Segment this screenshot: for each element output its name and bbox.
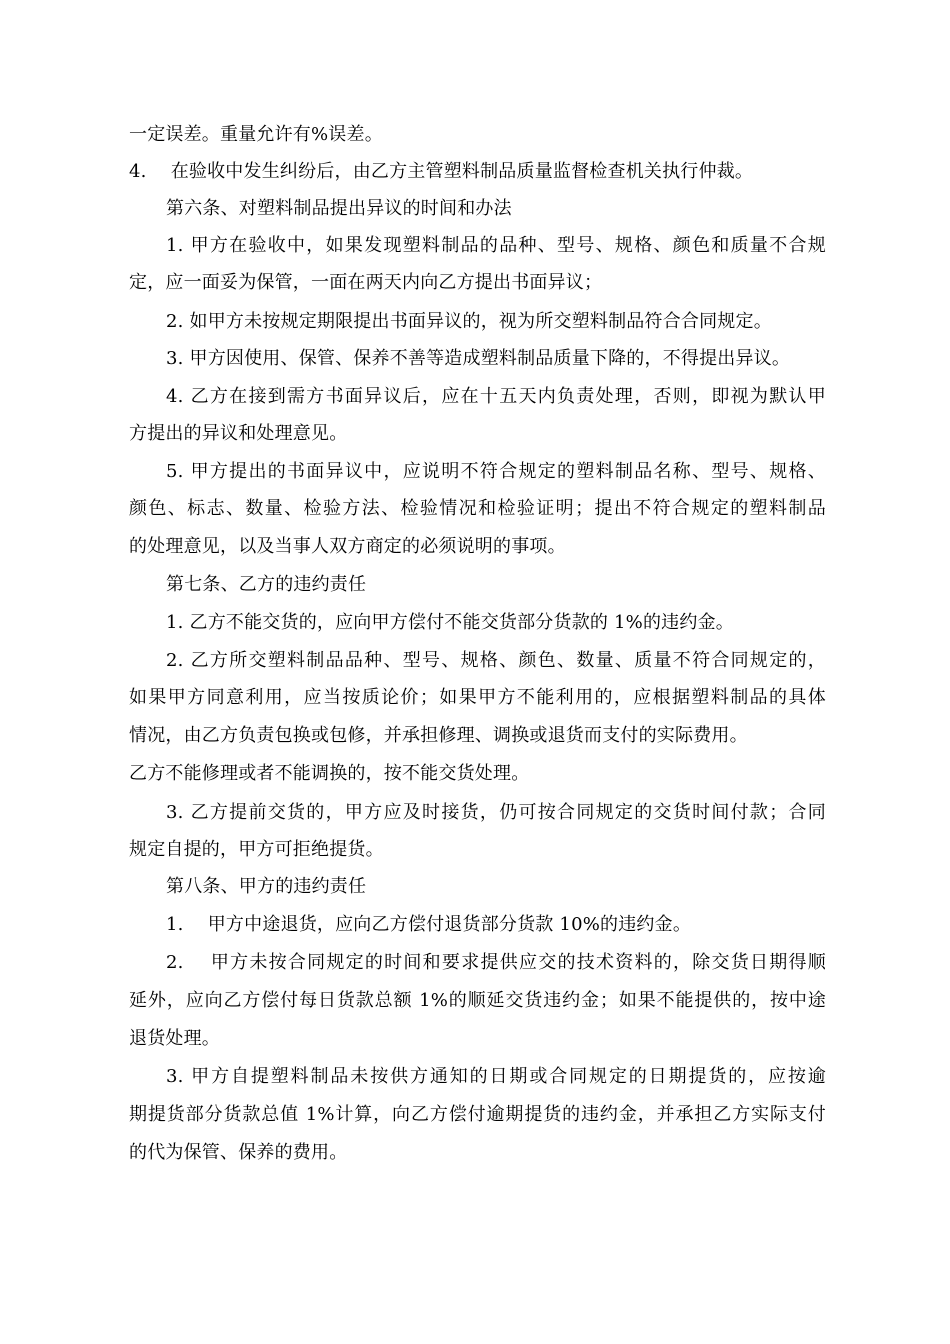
text-line: 方提出的异议和处理意见。 <box>129 423 348 444</box>
section-heading: 第七条、乙方的违约责任 <box>166 574 367 595</box>
text-line: 规定自提的，甲方可拒绝提货。 <box>129 839 384 860</box>
text-line: 2. 乙方所交塑料制品品种、型号、规格、颜色、数量、质量不符合同规定的， <box>166 650 826 671</box>
text-line: 如果甲方同意利用，应当按质论价；如果甲方不能利用的，应根据塑料制品的具体 <box>129 687 826 708</box>
text-line: 的处理意见，以及当事人双方商定的必须说明的事项。 <box>129 536 566 557</box>
text-line: 的代为保管、保养的费用。 <box>129 1142 348 1163</box>
text-line: 2. 甲方未按合同规定的时间和要求提供应交的技术资料的，除交货日期得顺 <box>166 952 826 973</box>
text-line: 颜色、标志、数量、检验方法、检验情况和检验证明；提出不符合规定的塑料制品 <box>129 498 826 519</box>
text-line: 1. 乙方不能交货的，应向甲方偿付不能交货部分货款的 1%的违约金。 <box>166 612 734 633</box>
text-line: 一定误差。重量允许有%误差。 <box>129 124 383 145</box>
text-line: 3. 乙方提前交货的，甲方应及时接货，仍可按合同规定的交货时间付款；合同 <box>166 802 826 823</box>
text-line: 1. 甲方在验收中，如果发现塑料制品的品种、型号、规格、颜色和质量不合规 <box>166 235 826 256</box>
text-line: 定，应一面妥为保管，一面在两天内向乙方提出书面异议； <box>129 272 603 293</box>
text-line: 5. 甲方提出的书面异议中，应说明不符合规定的塑料制品名称、型号、规格、 <box>166 461 826 482</box>
text-line: 4. 乙方在接到需方书面异议后，应在十五天内负责处理，否则，即视为默认甲 <box>166 386 826 407</box>
text-line: 延外，应向乙方偿付每日货款总额 1%的顺延交货违约金；如果不能提供的，按中途 <box>129 990 826 1011</box>
text-line: 乙方不能修理或者不能调换的，按不能交货处理。 <box>129 763 530 784</box>
text-line: 退货处理。 <box>129 1028 220 1049</box>
section-heading: 第八条、甲方的违约责任 <box>166 876 367 897</box>
text-line: 2. 如甲方未按规定期限提出书面异议的，视为所交塑料制品符合合同规定。 <box>166 311 772 332</box>
text-line: 3. 甲方自提塑料制品未按供方通知的日期或合同规定的日期提货的，应按逾 <box>166 1066 826 1087</box>
text-line: 1. 甲方中途退货，应向乙方偿付退货部分货款 10%的违约金。 <box>166 914 692 935</box>
section-heading: 第六条、对塑料制品提出异议的时间和办法 <box>166 198 512 219</box>
text-line: 期提货部分货款总值 1%计算，向乙方偿付逾期提货的违约金，并承担乙方实际支付 <box>129 1104 826 1125</box>
text-line: 情况，由乙方负责包换或包修，并承担修理、调换或退货而支付的实际费用。 <box>129 725 748 746</box>
text-line: 3. 甲方因使用、保管、保养不善等造成塑料制品质量下降的，不得提出异议。 <box>166 348 791 369</box>
text-line: 4. 在验收中发生纠纷后，由乙方主管塑料制品质量监督检查机关执行仲裁。 <box>129 161 754 182</box>
